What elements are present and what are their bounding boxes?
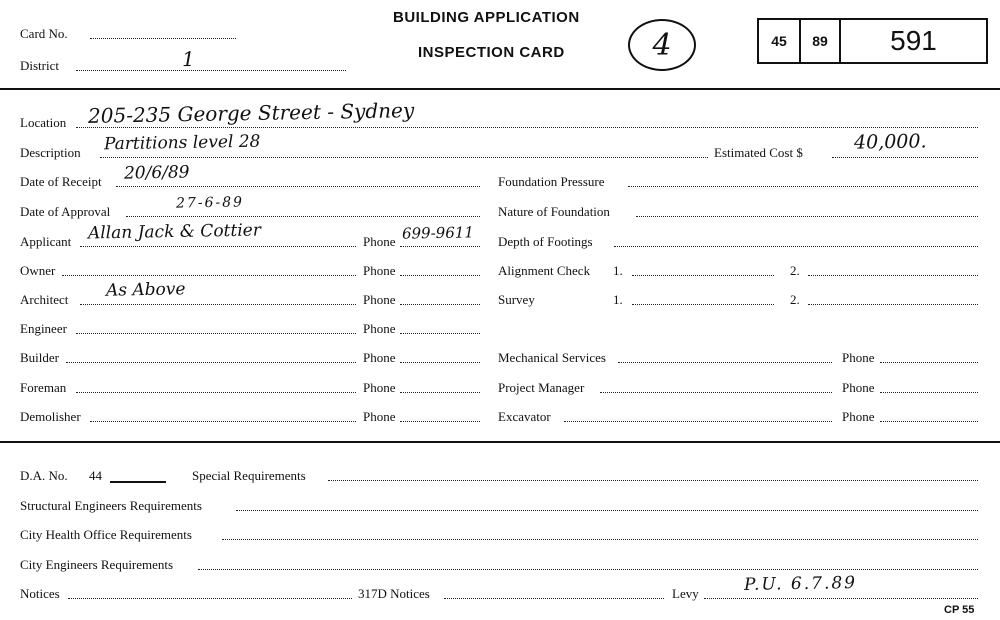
mechanical-label: Mechanical Services bbox=[498, 350, 606, 365]
da-no-underline bbox=[110, 481, 166, 483]
date-approval-value: 27-6-89 bbox=[175, 194, 245, 212]
applicant-field[interactable] bbox=[80, 246, 356, 247]
applicant-phone-value: 699-9611 bbox=[401, 223, 475, 243]
form-title-line1: BUILDING APPLICATION bbox=[393, 9, 580, 26]
project-manager-phone-field[interactable] bbox=[880, 392, 978, 393]
excavator-phone-label: Phone bbox=[842, 409, 875, 424]
demolisher-label: Demolisher bbox=[20, 409, 81, 424]
excavator-field[interactable] bbox=[564, 421, 832, 422]
project-manager-label: Project Manager bbox=[498, 380, 585, 395]
architect-phone-label: Phone bbox=[363, 292, 396, 307]
survey-label: Survey bbox=[498, 292, 535, 307]
card-no-label: Card No. bbox=[20, 26, 68, 41]
structural-field[interactable] bbox=[236, 510, 978, 511]
excavator-label: Excavator bbox=[498, 409, 551, 424]
city-eng-label: City Engineers Requirements bbox=[20, 557, 174, 572]
foreman-label: Foreman bbox=[20, 380, 67, 395]
foreman-field[interactable] bbox=[76, 392, 356, 393]
depth-footings-label: Depth of Footings bbox=[498, 234, 593, 249]
alignment-check-label: Alignment Check bbox=[498, 263, 591, 278]
ref-cell-1 bbox=[759, 20, 801, 62]
project-manager-phone-label: Phone bbox=[842, 380, 875, 395]
nature-foundation-field[interactable] bbox=[636, 216, 978, 217]
mechanical-field[interactable] bbox=[618, 362, 832, 363]
engineer-phone-field[interactable] bbox=[400, 333, 480, 334]
description-label: Description bbox=[20, 145, 81, 160]
applicant-label: Applicant bbox=[20, 234, 72, 249]
district-field[interactable] bbox=[76, 70, 346, 71]
survey-field-1[interactable] bbox=[632, 304, 774, 305]
applicant-phone-label: Phone bbox=[363, 234, 396, 249]
special-req-label: Special Requirements bbox=[192, 468, 306, 483]
engineer-phone-label: Phone bbox=[363, 321, 396, 336]
foundation-pressure-field[interactable] bbox=[628, 186, 978, 187]
location-field[interactable] bbox=[76, 127, 978, 128]
levy-label: Levy bbox=[672, 586, 699, 601]
architect-phone-field[interactable] bbox=[400, 304, 480, 305]
notices-label: Notices bbox=[20, 586, 60, 601]
architect-field[interactable] bbox=[80, 304, 356, 305]
owner-phone-label: Phone bbox=[363, 263, 396, 278]
special-req-field[interactable] bbox=[328, 480, 978, 481]
da-no-value: 44 bbox=[89, 468, 102, 483]
ref-cell-2-value: 89 bbox=[812, 33, 828, 49]
health-label: City Health Office Requirements bbox=[20, 527, 192, 542]
levy-value: P.U. 6.7.89 bbox=[743, 573, 858, 595]
demolisher-phone-label: Phone bbox=[363, 409, 396, 424]
builder-phone-label: Phone bbox=[363, 350, 396, 365]
engineer-field[interactable] bbox=[76, 333, 356, 334]
foundation-pressure-label: Foundation Pressure bbox=[498, 174, 605, 189]
location-value: 205-235 George Street - Sydney bbox=[87, 98, 415, 128]
date-receipt-value: 20/6/89 bbox=[123, 162, 190, 184]
builder-phone-field[interactable] bbox=[400, 362, 480, 363]
builder-label: Builder bbox=[20, 350, 59, 365]
ref-cell-3 bbox=[841, 20, 986, 62]
foreman-phone-field[interactable] bbox=[400, 392, 480, 393]
owner-label: Owner bbox=[20, 263, 56, 278]
date-receipt-field[interactable] bbox=[116, 186, 480, 187]
project-manager-field[interactable] bbox=[600, 392, 832, 393]
city-eng-field[interactable] bbox=[198, 569, 978, 570]
architect-value: As Above bbox=[105, 279, 186, 301]
district-value: 1 bbox=[181, 46, 195, 72]
engineer-label: Engineer bbox=[20, 321, 67, 336]
date-approval-field[interactable] bbox=[126, 216, 480, 217]
builder-field[interactable] bbox=[66, 362, 356, 363]
mechanical-phone-field[interactable] bbox=[880, 362, 978, 363]
form-code: CP 55 bbox=[944, 604, 975, 616]
ref-cell-2 bbox=[801, 20, 841, 62]
circled-card-number bbox=[628, 19, 696, 71]
alignment-num1: 1. bbox=[613, 263, 623, 278]
divider-top bbox=[0, 88, 1000, 90]
foreman-phone-label: Phone bbox=[363, 380, 396, 395]
card-no-field[interactable] bbox=[90, 38, 236, 39]
owner-phone-field[interactable] bbox=[400, 275, 480, 276]
location-label: Location bbox=[20, 115, 67, 130]
da-no-label: D.A. No. bbox=[20, 468, 68, 483]
estimated-cost-field[interactable] bbox=[832, 157, 978, 158]
description-field[interactable] bbox=[100, 157, 708, 158]
date-receipt-label: Date of Receipt bbox=[20, 174, 102, 189]
excavator-phone-field[interactable] bbox=[880, 421, 978, 422]
survey-num2: 2. bbox=[790, 292, 800, 307]
depth-footings-field[interactable] bbox=[614, 246, 978, 247]
mechanical-phone-label: Phone bbox=[842, 350, 875, 365]
description-value: Partitions level 28 bbox=[103, 131, 261, 155]
notices-317d-field[interactable] bbox=[444, 598, 664, 599]
alignment-check-field-1[interactable] bbox=[632, 275, 774, 276]
survey-field-2[interactable] bbox=[808, 304, 978, 305]
applicant-phone-field[interactable] bbox=[400, 246, 480, 247]
ref-cell-3-value: 591 bbox=[890, 25, 937, 56]
architect-label: Architect bbox=[20, 292, 69, 307]
divider-bottom bbox=[0, 441, 1000, 443]
notices-317d-label: 317D Notices bbox=[358, 586, 430, 601]
demolisher-field[interactable] bbox=[90, 421, 356, 422]
notices-field[interactable] bbox=[68, 598, 352, 599]
owner-field[interactable] bbox=[62, 275, 356, 276]
estimated-cost-label: Estimated Cost $ bbox=[714, 145, 803, 160]
alignment-num2: 2. bbox=[790, 263, 800, 278]
date-approval-label: Date of Approval bbox=[20, 204, 111, 219]
ref-cell-1-value: 45 bbox=[771, 33, 787, 49]
alignment-check-field-2[interactable] bbox=[808, 275, 978, 276]
levy-field[interactable] bbox=[704, 598, 978, 599]
structural-label: Structural Engineers Requirements bbox=[20, 498, 202, 513]
nature-foundation-label: Nature of Foundation bbox=[498, 204, 610, 219]
demolisher-phone-field[interactable] bbox=[400, 421, 480, 422]
form-title-line2: INSPECTION CARD bbox=[418, 44, 565, 61]
health-field[interactable] bbox=[222, 539, 978, 540]
applicant-value: Allan Jack & Cottier bbox=[87, 220, 262, 244]
reference-number-box bbox=[757, 18, 988, 64]
district-label: District bbox=[20, 58, 59, 73]
circled-number-value: 4 bbox=[652, 27, 672, 63]
estimated-cost-value: 40,000. bbox=[853, 130, 927, 154]
survey-num1: 1. bbox=[613, 292, 623, 307]
